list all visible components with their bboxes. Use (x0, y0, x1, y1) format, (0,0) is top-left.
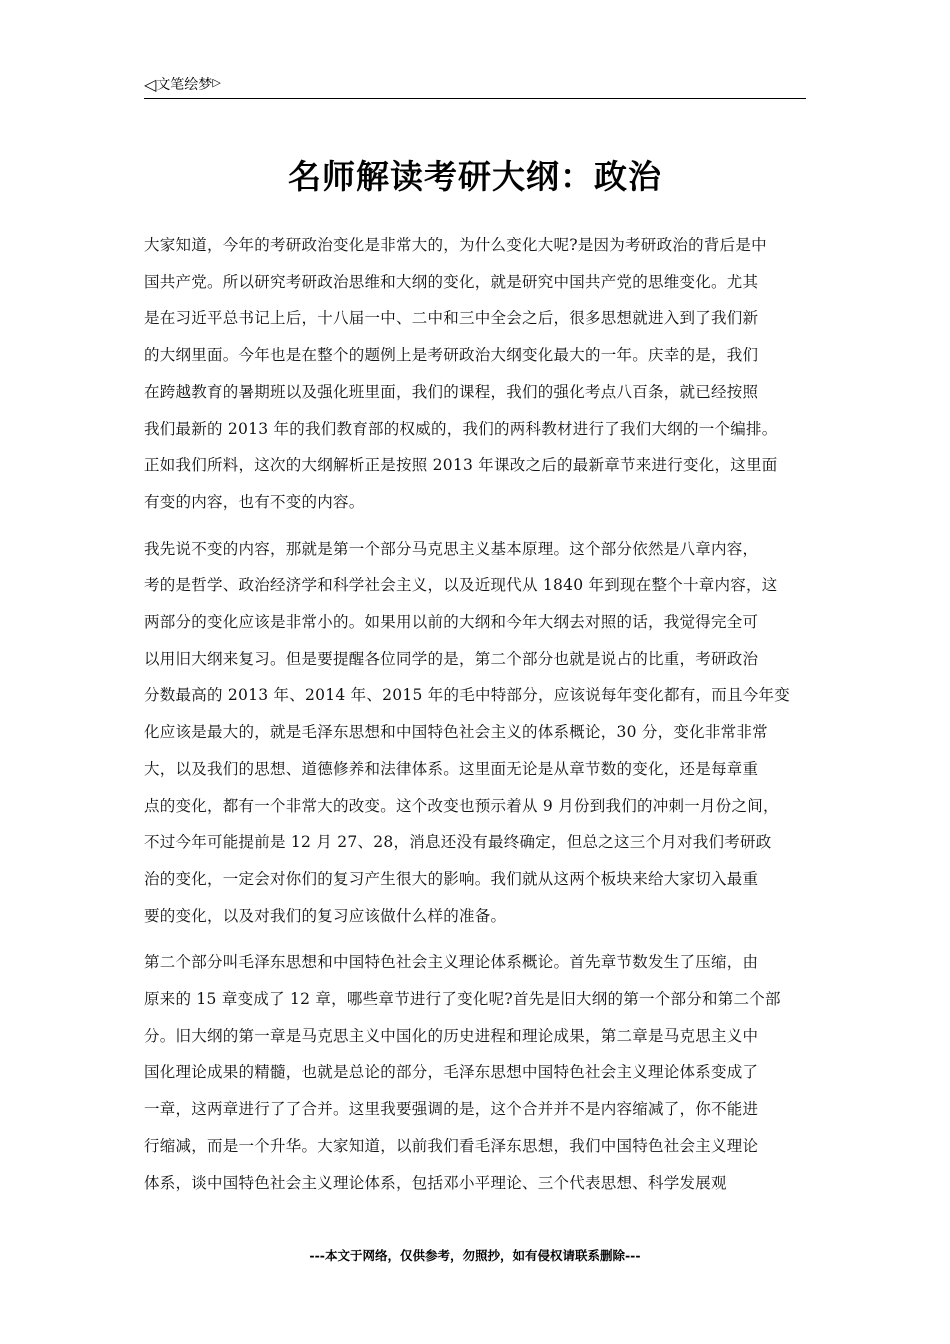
text-line: 要的变化，以及对我们的复习应该做什么样的准备。 (144, 906, 507, 925)
text-line: 有变的内容，也有不变的内容。 (144, 492, 365, 511)
page-header (144, 74, 806, 99)
text-line: 国化理论成果的精髓，也就是总论的部分，毛泽东思想中国特色社会主义理论体系变成了 (144, 1063, 759, 1082)
header-text: 文笔绘梦 (156, 77, 213, 93)
paragraph-3 (144, 944, 820, 1201)
text-line: 分。旧大纲的第一章是马克思主义中国化的历史进程和理论成果，第二章是马克思主义中 (144, 1026, 759, 1045)
document-body (144, 227, 820, 1211)
text-line: 正如我们所料，这次的大纲解析正是按照 2013 年课改之后的最新章节来进行变化，这里面 (144, 456, 778, 475)
text-line: 行缩减，而是一个升华。大家知道，以前我们看毛泽东思想，我们中国特色社会主义理论 (144, 1136, 759, 1155)
text-line: 大家知道，今年的考研政治变化是非常大的，为什么变化大呢?是因为考研政治的背后是中 (144, 236, 767, 254)
text-line: 不过今年可能提前是 12 月 27、28，消息还没有最终确定，但总之这三个月对我们考研政 (144, 833, 772, 852)
right-triangle-icon: ▷ (212, 76, 221, 89)
text-line: 原来的 15 章变成了 12 章，哪些章节进行了变化呢?首先是旧大纲的第一个部分和第二个部 (144, 990, 781, 1009)
text-line: 我们最新的 2013 年的我们教育部的权威的，我们的两科教材进行了我们大纲的一个编排。 (144, 419, 778, 438)
text-line: 在跨越教育的暑期班以及强化班里面，我们的课程，我们的强化考点八百条，就已经按照 (144, 382, 759, 401)
text-line: 点的变化，都有一个非常大的改变。这个改变也预示着从 9 月份到我们的冲刺一月份之间， (144, 796, 779, 815)
left-triangle-icon: ◁ (144, 75, 157, 94)
document-title: 名师解读考研大纲：政治 (288, 157, 662, 196)
text-line: 国共产党。所以研究考研政治思维和大纲的变化，就是研究中国共产党的思维变化。尤其 (144, 272, 759, 291)
text-line: 的大纲里面。今年也是在整个的题例上是考研政治大纲变化最大的一年。庆幸的是，我们 (144, 346, 759, 365)
text-line: 以用旧大纲来复习。但是要提醒各位同学的是，第二个部分也就是说占的比重，考研政治 (144, 649, 759, 668)
text-line: 体系，谈中国特色社会主义理论体系，包括邓小平理论、三个代表思想、科学发展观 (144, 1173, 727, 1192)
text-line: 两部分的变化应该是非常小的。如果用以前的大纲和今年大纲去对照的话，我觉得完全可 (144, 613, 759, 632)
page-footer: ---本文于网络，仅供参考，勿照抄，如有侵权请联系删除--- (309, 1248, 641, 1263)
text-line: 一章，这两章进行了了合并。这里我要强调的是，这个合并并不是内容缩减了，你不能进 (144, 1100, 759, 1119)
text-line: 大，以及我们的思想、道德修养和法律体系。这里面无论是从章节数的变化，还是每章重 (144, 759, 759, 778)
paragraph-2 (144, 531, 820, 935)
text-line: 是在习近平总书记上后，十八届一中、二中和三中全会之后，很多思想就进入到了我们新 (144, 309, 759, 328)
text-line: 治的变化，一定会对你们的复习产生很大的影响。我们就从这两个板块来给大家切入最重 (144, 869, 759, 888)
text-line: 第二个部分叫毛泽东思想和中国特色社会主义理论体系概论。首先章节数发生了压缩，由 (144, 953, 759, 972)
text-line: 考的是哲学、政治经济学和科学社会主义，以及近现代从 1840 年到现在整个十章内容，这 (144, 576, 778, 595)
text-line: 我先说不变的内容，那就是第一个部分马克思主义基本原理。这个部分依然是八章内容， (144, 539, 759, 558)
text-line: 分数最高的 2013 年、2014 年、2015 年的毛中特部分，应该说每年变化都有，而且今年变 (144, 686, 791, 705)
paragraph-1 (144, 227, 820, 521)
text-line: 化应该是最大的，就是毛泽东思想和中国特色社会主义的体系概论，30 分，变化非常非常 (144, 723, 768, 742)
